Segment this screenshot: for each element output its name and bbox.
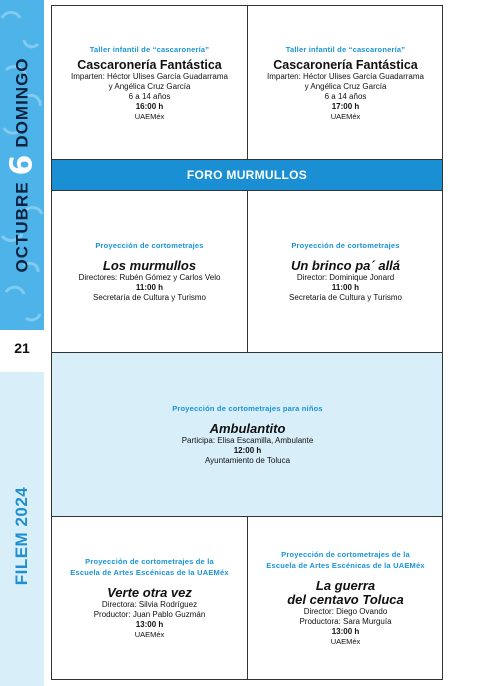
event-org: UAEMéx — [330, 637, 361, 646]
event-category: Proyección de cortometrajes de la — [85, 557, 214, 566]
event-info: y Angélica Cruz García — [304, 81, 387, 91]
event-category: Taller infantil de “cascaronería” — [89, 44, 210, 54]
event-info: y Angélica Cruz García — [108, 81, 191, 91]
month-label: OCTUBRE — [12, 181, 31, 273]
event-org: Secretaría de Cultura y Turismo — [289, 292, 402, 302]
event-info: Director: Diego Ovando — [303, 607, 388, 616]
event-category: Escuela de Artes Escénicas de la UAEMéx — [70, 568, 229, 577]
event-time: 16:00 h — [135, 101, 164, 111]
event-time: 13:00 h — [331, 627, 360, 636]
venue-banner: FORO MURMULLOS — [52, 159, 442, 190]
event-title: Verte otra vez — [107, 585, 192, 600]
event-time: 11:00 h — [135, 282, 164, 292]
event-card — [248, 516, 443, 680]
event-category: Proyección de cortometrajes — [95, 240, 204, 250]
event-category: Taller infantil de “cascaronería” — [285, 44, 406, 54]
event-org: UAEMéx — [330, 111, 361, 121]
event-org: Ayuntamiento de Toluca — [204, 455, 291, 465]
event-org: UAEMéx — [134, 630, 165, 639]
event-time: 12:00 h — [233, 445, 262, 455]
divider — [52, 159, 442, 160]
event-info: 6 a 14 años — [324, 91, 367, 101]
event-info: Directora: Silvia Rodríguez — [101, 600, 198, 609]
event-title: del centavo Toluca — [287, 592, 404, 607]
event-card — [248, 6, 443, 159]
sidebar-date-panel — [0, 0, 44, 330]
event-time: 11:00 h — [331, 282, 360, 292]
brand-label: FILEM 2024 — [12, 486, 31, 586]
event-org: UAEMéx — [134, 111, 165, 121]
day-word: DOMINGO — [12, 57, 31, 148]
event-title: Cascaronería Fantástica — [77, 57, 222, 72]
event-title: Un brinco pa´ allá — [290, 257, 401, 273]
event-info: Productora: Sara Murguía — [299, 617, 392, 626]
event-info: Director: Dominique Jonard — [296, 272, 395, 282]
event-info: Participa: Elisa Escamilla, Ambulante — [181, 435, 314, 445]
event-title: Los murmullos — [102, 257, 197, 273]
divider — [52, 352, 442, 353]
event-time: 17:00 h — [331, 101, 360, 111]
divider — [247, 6, 248, 159]
event-info: 6 a 14 años — [128, 91, 171, 101]
event-title: Cascaronería Fantástica — [273, 57, 418, 72]
event-card-wide — [52, 352, 443, 516]
event-info: Productor: Juan Pablo Guzmán — [93, 610, 206, 619]
event-category: Proyección de cortometrajes — [291, 240, 400, 250]
divider — [247, 190, 248, 352]
event-org: Secretaría de Cultura y Turismo — [93, 292, 206, 302]
event-card — [52, 190, 247, 352]
event-category: Escuela de Artes Escénicas de la UAEMéx — [266, 561, 425, 570]
event-time: 13:00 h — [135, 620, 164, 629]
program-grid — [51, 5, 443, 680]
event-info: Directores: Rubén Gómez y Carlos Velo — [78, 272, 221, 282]
sidebar-brand-panel — [0, 372, 44, 686]
divider — [247, 516, 248, 680]
event-title: La guerra — [315, 578, 376, 593]
day-number: 6 — [4, 153, 40, 176]
event-info: Imparten: Héctor Ulises García Guadarrama — [71, 71, 228, 81]
page-number: 21 — [14, 340, 30, 356]
event-category: Proyección de cortometrajes para niños — [172, 403, 323, 413]
event-card — [52, 6, 247, 159]
date-label — [5, 57, 40, 272]
event-info: Imparten: Héctor Ulises García Guadarrama — [267, 71, 424, 81]
event-card — [248, 190, 443, 352]
event-category: Proyección de cortometrajes de la — [281, 550, 410, 559]
event-card — [52, 516, 247, 680]
event-title: Ambulantito — [209, 420, 286, 436]
